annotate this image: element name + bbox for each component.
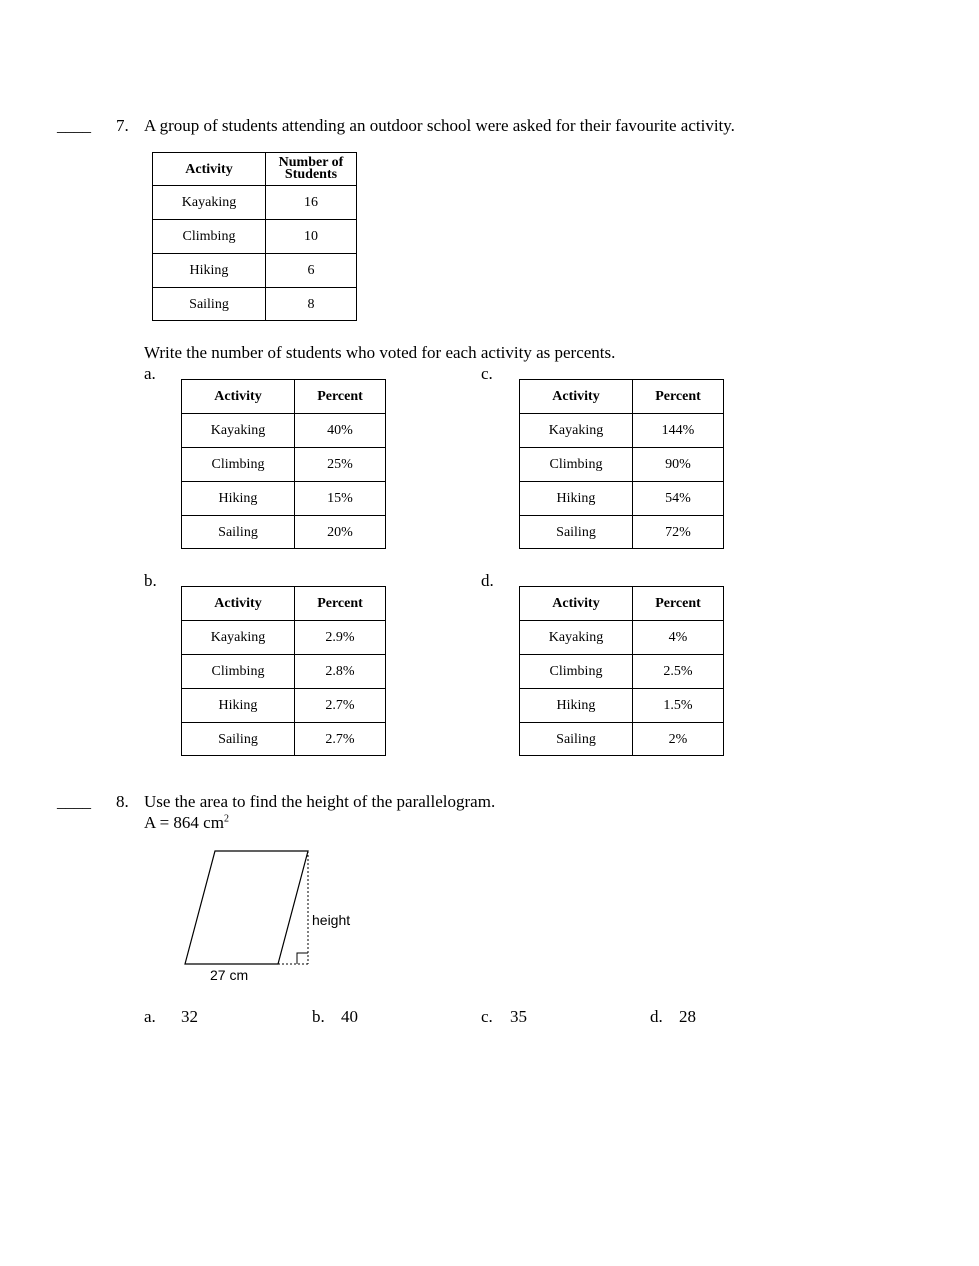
answer-choice-c[interactable] (481, 1007, 527, 1027)
answer-value: 35 (510, 1007, 527, 1026)
table-cell: Climbing (153, 220, 266, 254)
table-cell: Hiking (520, 689, 633, 723)
table-header: Activity (520, 587, 633, 621)
table-cell: 54% (633, 482, 724, 516)
table-cell: Kayaking (520, 621, 633, 655)
base-label: 27 cm (210, 967, 249, 983)
table-cell: Climbing (520, 448, 633, 482)
table-cell: Kayaking (182, 621, 295, 655)
area-exponent: 2 (223, 813, 229, 825)
table-cell: 40% (295, 414, 386, 448)
table-cell: 10 (266, 220, 357, 254)
table-cell: Sailing (153, 288, 266, 321)
question-text-8: Use the area to find the height of the parallelogram. (144, 792, 496, 811)
table-cell: 90% (633, 448, 724, 482)
question-number-7: 7. (116, 116, 129, 135)
table-cell: 144% (633, 414, 724, 448)
table-cell: 72% (633, 516, 724, 549)
table-cell: Climbing (182, 448, 295, 482)
table-cell: 4% (633, 621, 724, 655)
answer-blank-q8[interactable]: ____ (57, 792, 91, 811)
option-table-a[interactable] (181, 379, 386, 549)
table-header: Percent (633, 587, 724, 621)
table-cell: 2.9% (295, 621, 386, 655)
answer-value: 28 (679, 1007, 696, 1026)
table-cell: Kayaking (182, 414, 295, 448)
option-label-b[interactable]: b. (144, 571, 157, 590)
table-cell: 25% (295, 448, 386, 482)
question-number-8: 8. (116, 792, 129, 811)
option-label-c[interactable]: c. (481, 364, 493, 383)
table-cell: 2% (633, 723, 724, 756)
table-cell: 16 (266, 186, 357, 220)
table-cell: 8 (266, 288, 357, 321)
height-label: height (312, 912, 351, 928)
option-label-a[interactable]: a. (144, 364, 156, 383)
table-cell: Kayaking (520, 414, 633, 448)
area-value: A = 864 cm (144, 813, 224, 832)
table-cell: Hiking (520, 482, 633, 516)
area-given (144, 813, 229, 833)
parallelogram-shape (185, 851, 308, 964)
table-cell: Sailing (520, 516, 633, 549)
table-cell: 6 (266, 254, 357, 288)
table-cell: 2.8% (295, 655, 386, 689)
table-cell: Hiking (182, 689, 295, 723)
parallelogram-figure (175, 843, 375, 991)
right-angle-marker (297, 953, 308, 964)
table-header: Percent (295, 380, 386, 414)
question-instruction-7: Write the number of students who voted for each activity as percents. (144, 343, 616, 362)
table-header: Activity (153, 153, 266, 186)
table-cell: 2.7% (295, 723, 386, 756)
answer-value: 32 (181, 1007, 198, 1026)
option-table-d[interactable] (519, 586, 724, 756)
answer-label: a. (144, 1007, 156, 1026)
activity-data-table (152, 152, 357, 321)
table-header: Percent (295, 587, 386, 621)
table-cell: 20% (295, 516, 386, 549)
table-cell: Sailing (182, 723, 295, 756)
header-line: Number of (278, 155, 344, 170)
answer-blank-q7[interactable]: ____ (57, 116, 91, 135)
answer-value: 40 (341, 1007, 358, 1026)
table-header (266, 153, 357, 186)
answer-choice-b[interactable] (312, 1007, 358, 1027)
header-line: Students (284, 167, 338, 182)
option-table-c[interactable] (519, 379, 724, 549)
option-label-d[interactable]: d. (481, 571, 494, 590)
answer-choice-d[interactable] (650, 1007, 696, 1027)
answer-label: b. (312, 1007, 325, 1026)
table-cell: 15% (295, 482, 386, 516)
table-header: Activity (182, 380, 295, 414)
table-cell: Climbing (520, 655, 633, 689)
table-header: Percent (633, 380, 724, 414)
table-cell: 2.5% (633, 655, 724, 689)
answer-choice-a[interactable] (144, 1007, 198, 1027)
table-header: Activity (520, 380, 633, 414)
answer-label: d. (650, 1007, 663, 1026)
table-cell: Hiking (153, 254, 266, 288)
question-text-7: A group of students attending an outdoor school were asked for their favourite activity. (144, 116, 735, 135)
table-cell: Sailing (520, 723, 633, 756)
table-cell: 1.5% (633, 689, 724, 723)
answer-label: c. (481, 1007, 493, 1026)
table-cell: Climbing (182, 655, 295, 689)
option-table-b[interactable] (181, 586, 386, 756)
table-cell: Hiking (182, 482, 295, 516)
table-cell: Sailing (182, 516, 295, 549)
table-cell: 2.7% (295, 689, 386, 723)
table-header: Activity (182, 587, 295, 621)
table-cell: Kayaking (153, 186, 266, 220)
